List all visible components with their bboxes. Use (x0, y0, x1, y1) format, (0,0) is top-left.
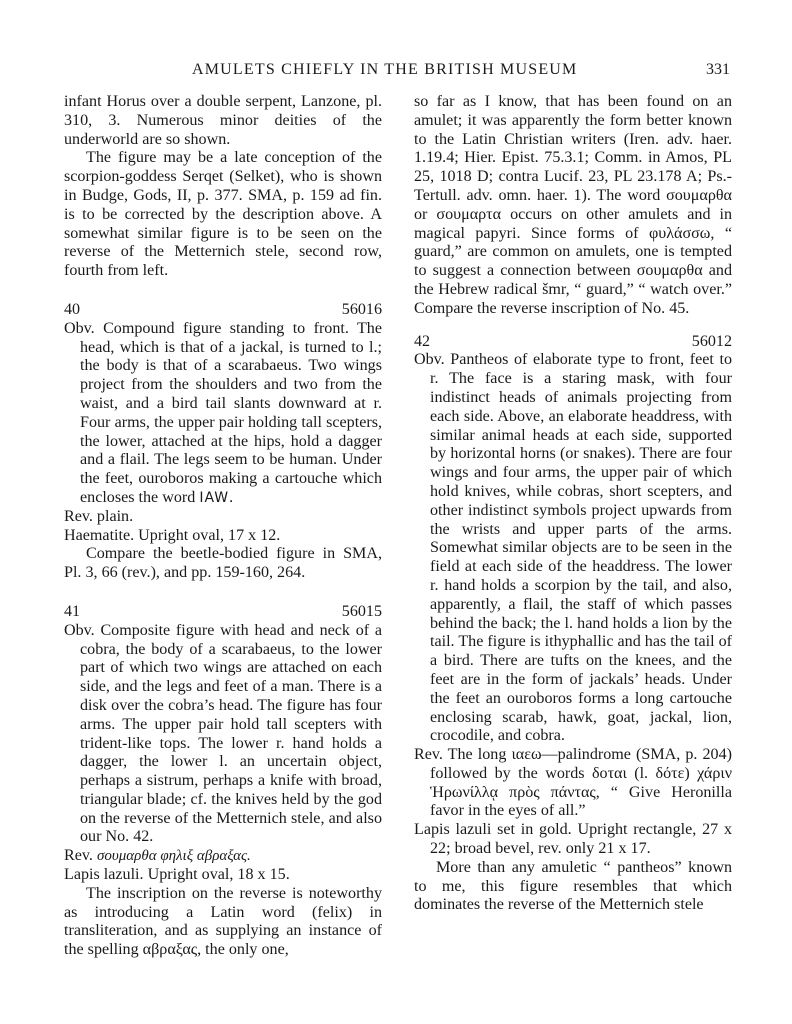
page-number: 331 (706, 61, 730, 78)
entry-42-obverse: Obv. Pantheos of elaborate type to front, feet to r. The face is a staring mask, with four indistinct heads of animals projecting from each side. Above, an elaborate headdress, with similar animal heads at each side, supported by horizontal horns (or snakes). There are four wings and four arms, the upper pair of which hold knives, while cobras, short scepters, and other indistinct symbols project upwards from the wrists and upper parts of the arms. Somewhat similar objects are to be seen in the field at each side of the headdress. The lower r. hand holds a scorpion by the tail, and also, apparently, a flail, the staff of which passes behind the back; the l. hand holds a lion by the tail. The figure is ithyphallic and has the tail of a bird. There are tufts on the knees, and the feet are in the form of jackals’ heads. Under the feet an ouroboros forms a long cartouche enclosing scarab, hawk, goat, jackal, lion, crocodile, and cobra. (414, 351, 732, 745)
entry-40-heading (64, 301, 382, 320)
entry-42-material: Lapis lazuli set in gold. Upright rectangle, 27 x 22; broad bevel, rev. only 21 x 17. (414, 821, 732, 858)
entry-41-number: 41 (64, 602, 81, 620)
intro-paragraph-1: infant Horus over a double serpent, Lanzone, pl. 310, 3. Numerous minor deities of the underworld are so shown. (64, 93, 382, 148)
entry-40-museum-number: 56016 (341, 300, 382, 318)
intro-paragraph-2: The figure may be a late conception of the scorpion-goddess Serqet (Selket), who is shown in Budge, Gods, II, p. 377. SMA, p. 159 ad fin. is to be corrected by the description above. A somewhat similar figure is to be seen on the reverse of the Metternich stele, second row, fourth from left. (64, 149, 382, 280)
running-title: AMULETS CHIEFLY IN THE BRITISH MUSEUM (192, 61, 578, 78)
entry-42-closing: More than any amuletic “ pantheos” known to me, this figure resembles that which dominates the reverse of the Metternich stele (414, 858, 732, 914)
entry-40-cartouche-word: IAW (199, 489, 230, 506)
entry-41-heading (64, 603, 382, 622)
entry-40-reverse: Rev. plain. (64, 507, 134, 525)
entry-42-reverse: Rev. The long ιαεω—palindrome (SMA, p. 204) followed by the words δοται (l. δότε) χάριν Ἡρωνίλλᾳ πρὸς πάντας, “ Give Heronilla favor in the eyes of all.” (414, 746, 732, 820)
entry-41-reverse-greek: σουμαρθα φηλιξ αβραξας. (96, 848, 251, 865)
right-column (414, 93, 732, 915)
entry-40-obverse: Obv. Compound figure standing to front. The head, which is that of a jackal, is turned to l.; the body is that of a scarabaeus. Two wings project from the shoulders and two from the waist, and a bird tail slants downward at r. Four arms, the upper pair holding tall scepters, the lower, attached at the hips, hold a dagger and a flail. The legs seem to be human. Under the feet, ouroboros making a cartouche which encloses the word IAW. (64, 319, 382, 506)
entry-42-number: 42 (414, 332, 431, 350)
entry-40-number: 40 (64, 300, 81, 318)
entry-41-obverse: Obv. Composite figure with head and neck of a cobra, the body of a scarabaeus, to the lower part of which two wings are attached on each side, and the legs and feet of a man. There is a disk over the cobra’s head. The figure has four arms. The upper pair hold tall scepters with trident-like tops. The lower r. hand holds a dagger, the lower l. an uncertain object, perhaps a sistrum, perhaps a knife with broad, triangular blade; cf. the knives held by the god on the reverse of the Metternich stele, and also our No. 42. (64, 621, 382, 846)
entry-41-note-continued: so far as I know, that has been found on an amulet; it was apparently the form better known to the Latin Christian writers (Iren. adv. haer. 1.19.4; Hier. Epist. 75.3.1; Comm. in Amos, PL 25, 1018 D; contra Lucif. 23, PL 23.178 A; Ps.-Tertull. adv. omn. haer. 1). The word σουμαρθα or σουμαρτα occurs on other amulets and in magical papyri. Since forms of φυλάσσω, “ guard,” are common on amulets, one is tempted to suggest a connection between σουμαρθα and the Hebrew radical šmr, “ guard,” “ watch over.” Compare the reverse inscription of No. 45. (414, 93, 732, 317)
entry-41-reverse (64, 847, 382, 866)
entry-41-material: Lapis lazuli. Upright oval, 18 x 15. (64, 866, 290, 884)
entry-40-material: Haematite. Upright oval, 17 x 12. (64, 526, 281, 544)
entry-42-heading (414, 333, 732, 352)
left-column (64, 93, 382, 960)
entry-41-museum-number: 56015 (341, 602, 382, 620)
entry-40-obverse-text: Obv. Compound figure standing to front. The head, which is that of a jackal, is turned to l.; the body is that of a scarabaeus. Two wings project from the shoulders and two from the waist, and a bird tail slants downward at r. Four arms, the upper pair holding tall scepters, the lower, attached at the hips, hold a dagger and a flail. The legs seem to be human. Under the feet, ouroboros making a cartouche which encloses the word (64, 319, 382, 506)
running-head (0, 61, 792, 83)
entry-40-compare: Compare the beetle-bodied figure in SMA, Pl. 3, 66 (rev.), and pp. 159-160, 264. (64, 545, 382, 582)
entry-42-museum-number: 56012 (691, 332, 732, 350)
entry-41-note: The inscription on the reverse is noteworthy as introducing a Latin word (felix) in transliteration, and as supplying an instance of the spelling αβραξας, the only one, (64, 884, 382, 959)
entry-41-reverse-label: Rev. (64, 847, 93, 865)
